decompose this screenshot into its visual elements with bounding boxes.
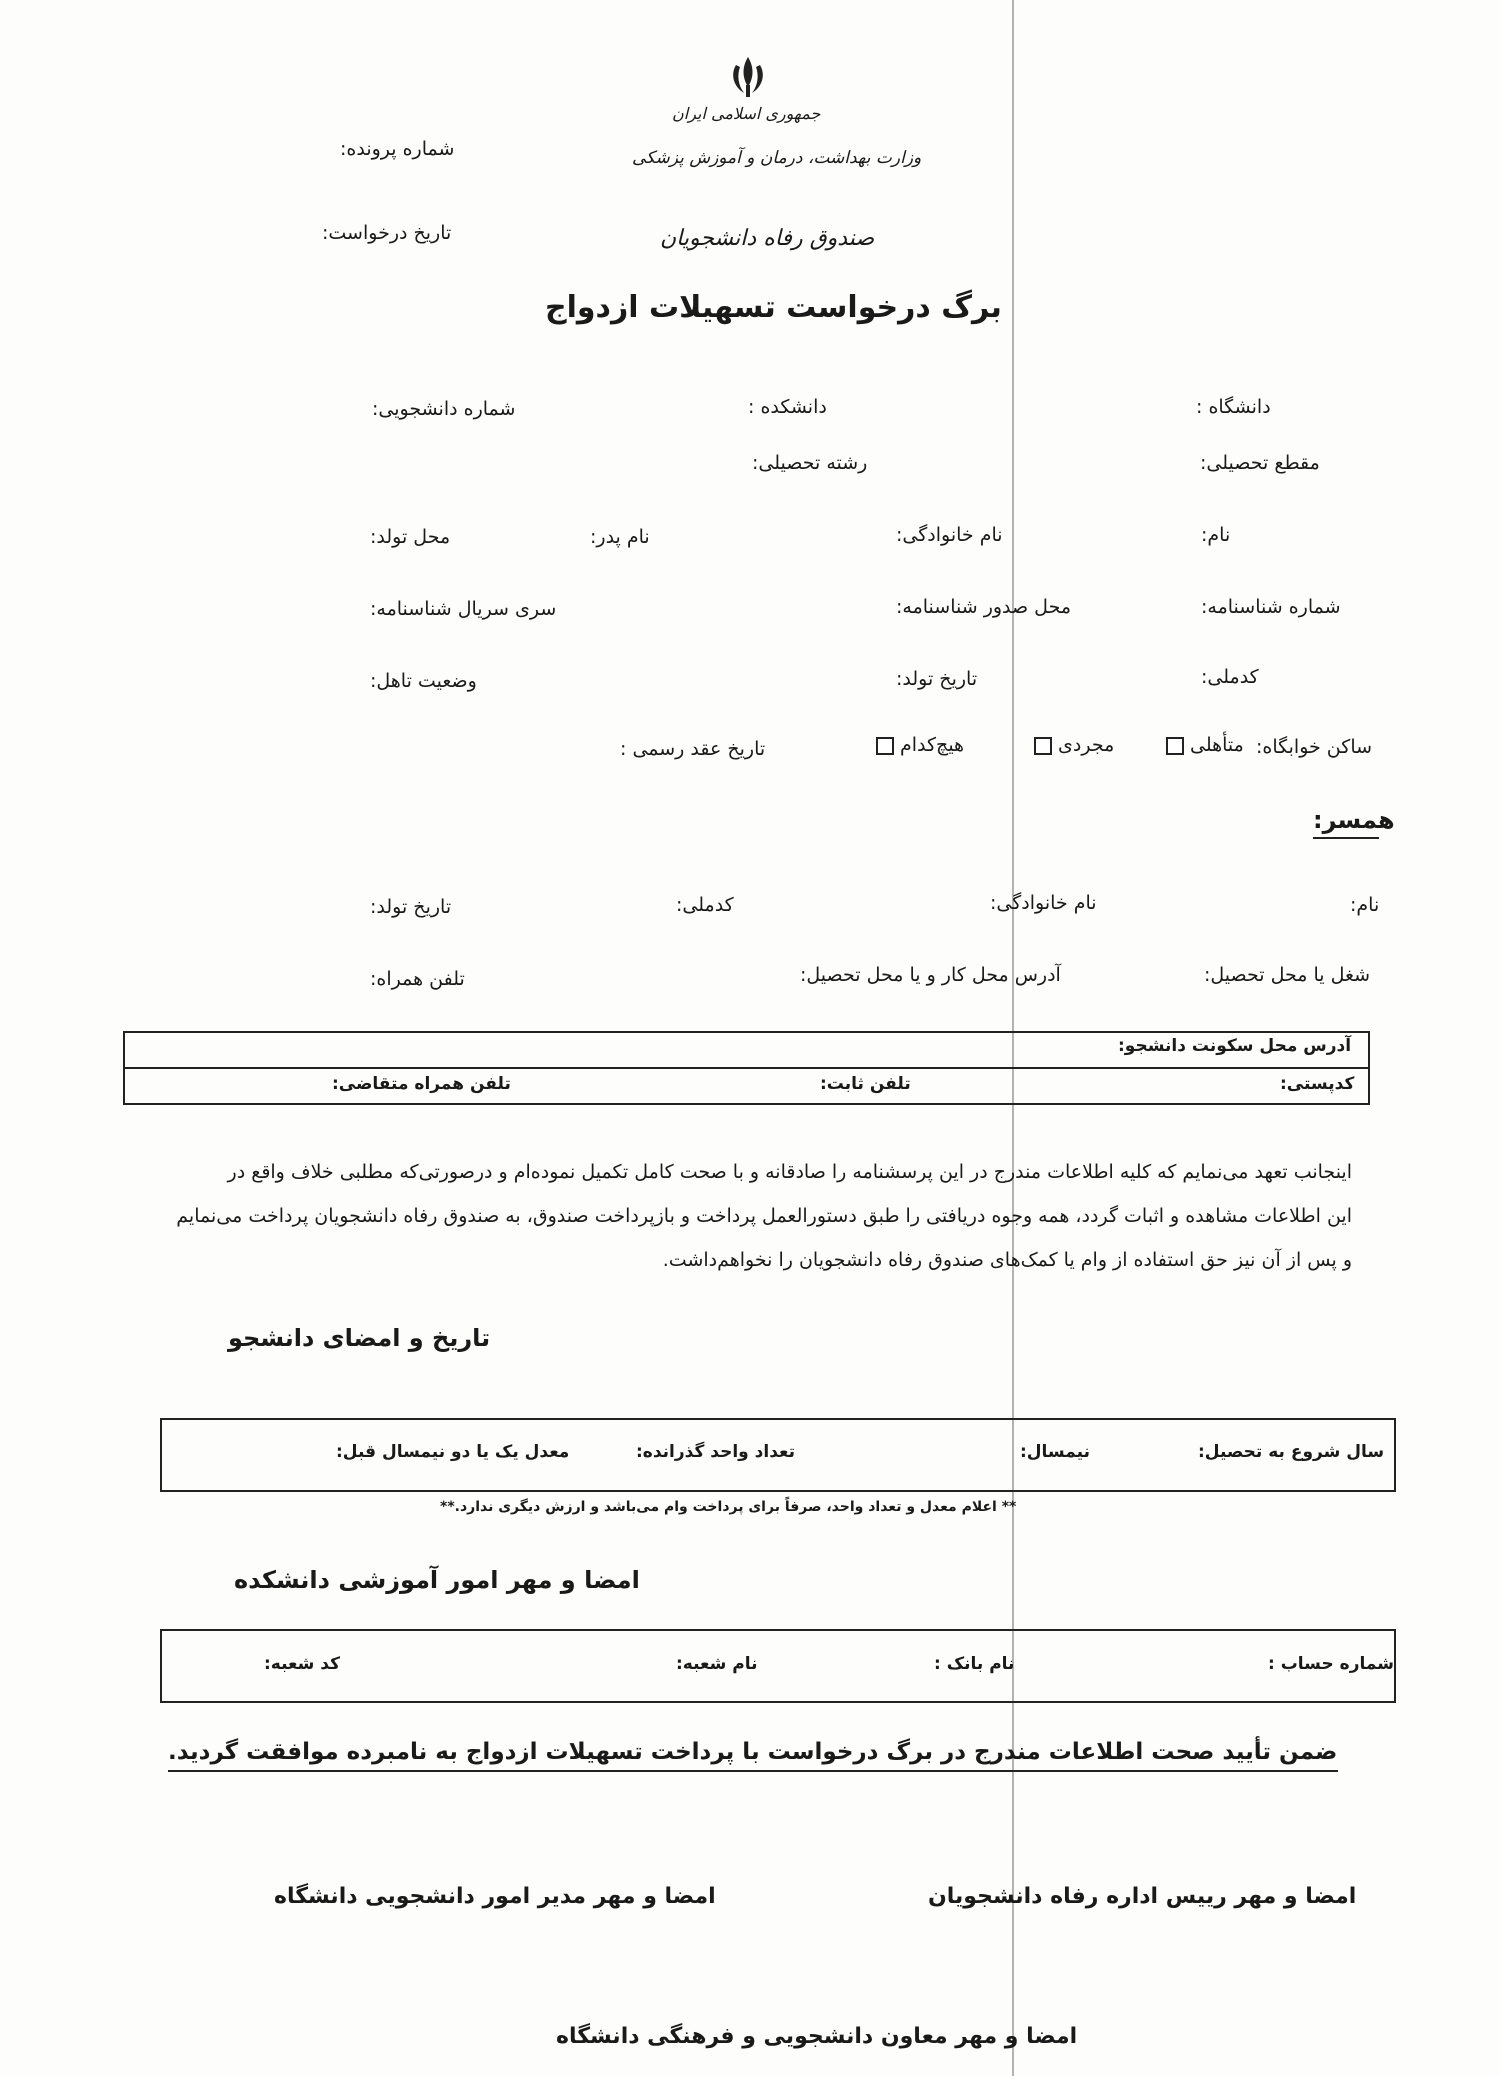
major-label: رشته تحصیلی: (752, 452, 868, 474)
start-year-label: سال شروع به تحصیل: (1198, 1442, 1385, 1462)
dorm-none-option[interactable] (870, 736, 964, 755)
student-affairs-signature: امضا و مهر مدیر امور دانشجویی دانشگاه (274, 1884, 716, 1909)
student-number-label: شماره دانشجویی: (372, 398, 516, 420)
faculty-signature-label: امضا و مهر امور آموزشی دانشکده (234, 1566, 640, 1594)
branch-code-label: کد شعبه: (264, 1654, 340, 1674)
spouse-heading: همسر: (1313, 806, 1395, 834)
id-issue-place-label: محل صدور شناسنامه: (896, 596, 1072, 618)
account-number-label: شماره حساب : (1268, 1654, 1394, 1674)
last-name-label: نام خانوادگی: (896, 524, 1003, 546)
dorm-single-text: مجردی (1058, 734, 1115, 756)
bank-box (160, 1629, 1396, 1703)
spouse-heading-underline (1313, 837, 1379, 839)
commitment-line-1: اینجانب تعهد می‌نمایم که کلیه اطلاعات مندرج در این پرسشنامه را صادقانه و با صحت کامل تکمیل نموده‌ام و درصورتی‌که مطلبی خلاف واقع در (227, 1161, 1352, 1183)
spouse-last-name-label: نام خانوادگی: (990, 892, 1097, 914)
address-label: آدرس محل سکونت دانشجو: (1118, 1036, 1352, 1056)
faculty-label: دانشکده : (748, 396, 827, 418)
units-passed-label: تعداد واحد گذرانده: (636, 1442, 796, 1462)
ministry-name: وزارت بهداشت، درمان و آموزش پزشکی (632, 148, 922, 168)
birth-date-label: تاریخ تولد: (896, 668, 978, 690)
father-name-label: نام پدر: (590, 526, 650, 548)
dorm-none-text: هیچ‌کدام (900, 734, 965, 756)
dorm-label: ساکن خوابگاه: (1256, 736, 1373, 758)
marital-status-label: وضعیت تاهل: (370, 670, 477, 692)
fund-name: صندوق رفاه دانشجویان (660, 226, 875, 251)
welfare-head-signature: امضا و مهر رییس اداره رفاه دانشجویان (928, 1884, 1357, 1909)
gpa-label: معدل یک یا دو نیمسال قبل: (336, 1442, 570, 1462)
spouse-work-address-label: آدرس محل کار و یا محل تحصیل: (800, 964, 1061, 986)
dorm-single-checkbox[interactable] (1034, 737, 1052, 755)
file-number-label: شماره پرونده: (340, 138, 455, 160)
national-code-label: کدملی: (1201, 666, 1259, 688)
republic-name: جمهوری اسلامی ایران (672, 104, 821, 123)
student-signature-label: تاریخ و امضای دانشجو (228, 1324, 491, 1352)
birth-place-label: محل تولد: (370, 526, 451, 548)
commitment-line-3: و پس از آن نیز حق استفاده از وام یا کمک‌های صندوق رفاه دانشجویان را نخواهم‌داشت. (662, 1249, 1352, 1271)
university-label: دانشگاه : (1196, 396, 1271, 418)
dorm-married-text: متأهلی (1190, 734, 1244, 756)
applicant-mobile-label: تلفن همراه متقاضی: (332, 1074, 511, 1094)
branch-name-label: نام شعبه: (676, 1654, 758, 1674)
dorm-single-option[interactable] (1028, 736, 1114, 755)
spouse-mobile-label: تلفن همراه: (370, 968, 465, 990)
spouse-national-code-label: کدملی: (676, 894, 734, 916)
spouse-birth-date-label: تاریخ تولد: (370, 896, 452, 918)
id-number-label: شماره شناسنامه: (1201, 596, 1341, 618)
landline-label: تلفن ثابت: (820, 1074, 911, 1094)
id-serial-label: سری سریال شناسنامه: (370, 598, 557, 620)
first-name-label: نام: (1201, 524, 1231, 546)
spouse-job-label: شغل یا محل تحصیل: (1204, 964, 1371, 986)
iran-emblem-icon (728, 55, 768, 99)
form-title: برگ درخواست تسهیلات ازدواج (545, 290, 1002, 325)
bank-name-label: نام بانک : (934, 1654, 1015, 1674)
approval-underline (168, 1770, 1338, 1772)
marriage-date-label: تاریخ عقد رسمی : (620, 738, 766, 760)
dorm-none-checkbox[interactable] (876, 737, 894, 755)
semester-label: نیمسال: (1020, 1442, 1090, 1462)
request-date-label: تاریخ درخواست: (322, 222, 452, 244)
postal-code-label: کدپستی: (1280, 1074, 1355, 1094)
degree-label: مقطع تحصیلی: (1200, 452, 1320, 474)
dorm-married-option[interactable] (1160, 736, 1244, 755)
commitment-paragraph (120, 1150, 1352, 1282)
commitment-line-2: این اطلاعات مشاهده و اثبات گردد، همه وجوه دریافتی را طبق دستورالعمل پرداخت و بازپرداخت صندوق، به صندوق رفاه دانشجویان پرداخت می‌نمایم (176, 1205, 1352, 1227)
education-note: ** اعلام معدل و تعداد واحد، صرفاً برای پرداخت وام می‌باشد و ارزش دیگری ندارد.** (440, 1499, 1017, 1515)
approval-statement: ضمن تأیید صحت اطلاعات مندرج در برگ درخواست با پرداخت تسهیلات ازدواج به نامبرده موافقت گردید. (168, 1739, 1338, 1765)
dorm-married-checkbox[interactable] (1166, 737, 1184, 755)
spouse-first-name-label: نام: (1350, 894, 1380, 916)
address-row-divider (125, 1067, 1368, 1069)
deputy-signature: امضا و مهر معاون دانشجویی و فرهنگی دانشگاه (556, 2024, 1078, 2049)
